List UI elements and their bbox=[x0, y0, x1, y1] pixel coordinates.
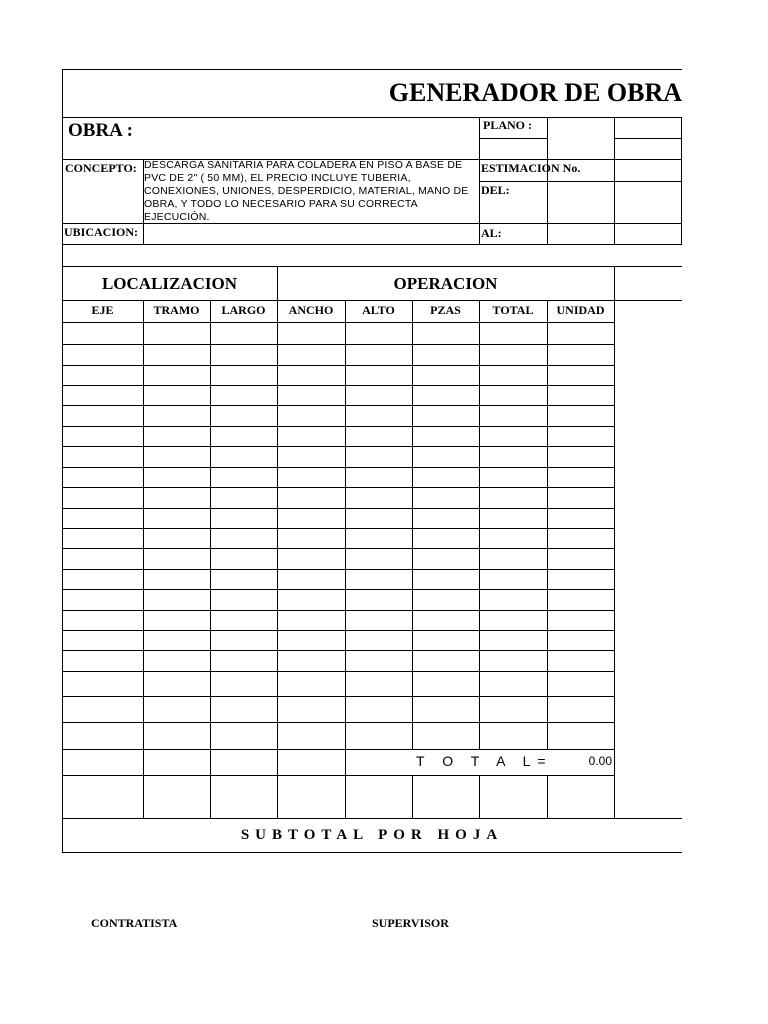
al-field[interactable] bbox=[548, 224, 613, 243]
obra-label: OBRA : bbox=[68, 120, 133, 141]
column-header-pzas: PZAS bbox=[430, 303, 461, 317]
obra-field[interactable] bbox=[145, 119, 477, 157]
document-title: GENERADOR DE OBRA bbox=[388, 78, 682, 107]
total-label: T O T A L= bbox=[416, 753, 553, 769]
column-header-eje: EJE bbox=[91, 303, 114, 317]
section-localizacion: LOCALIZACION bbox=[101, 274, 238, 293]
subtotal-label: SUBTOTAL POR HOJA bbox=[240, 827, 504, 843]
column-header-largo: LARGO bbox=[221, 303, 266, 317]
del-field[interactable] bbox=[548, 182, 613, 222]
column-header-tramo: TRAMO bbox=[153, 303, 200, 317]
estimacion-field[interactable] bbox=[615, 160, 681, 180]
column-header-unidad: UNIDAD bbox=[556, 303, 605, 317]
ubicacion-label: UBICACION: bbox=[64, 225, 139, 239]
concepto-text: DESCARGA SANITARIA PARA COLADERA EN PISO A BASE DE PVC DE 2" ( 50 MM), EL PRECIO INCLUYE TUBERIA, CONEXIONES, UNIONES, DESPERDICIO, MATERIAL, MANO DE OBRA, Y TODO LO NECESARIO PARA SU CORRECTA EJECUCIÓN. bbox=[144, 159, 469, 223]
ubicacion-field[interactable] bbox=[144, 224, 478, 243]
supervisor-label: SUPERVISOR bbox=[372, 916, 449, 930]
column-header-alto: ALTO bbox=[362, 303, 395, 317]
column-header-ancho: ANCHO bbox=[288, 303, 334, 317]
contratista-label: CONTRATISTA bbox=[91, 916, 178, 930]
plano-field[interactable] bbox=[548, 118, 613, 158]
estimacion-label: ESTIMACION No. bbox=[481, 161, 581, 175]
del-label: DEL: bbox=[481, 183, 510, 197]
al-label: AL: bbox=[481, 226, 502, 240]
concepto-label: CONCEPTO: bbox=[65, 161, 137, 175]
section-operacion: OPERACION bbox=[393, 274, 498, 293]
column-header-total: TOTAL bbox=[492, 303, 534, 317]
total-value: 0.00 bbox=[588, 754, 612, 768]
plano-label: PLANO : bbox=[483, 118, 532, 132]
